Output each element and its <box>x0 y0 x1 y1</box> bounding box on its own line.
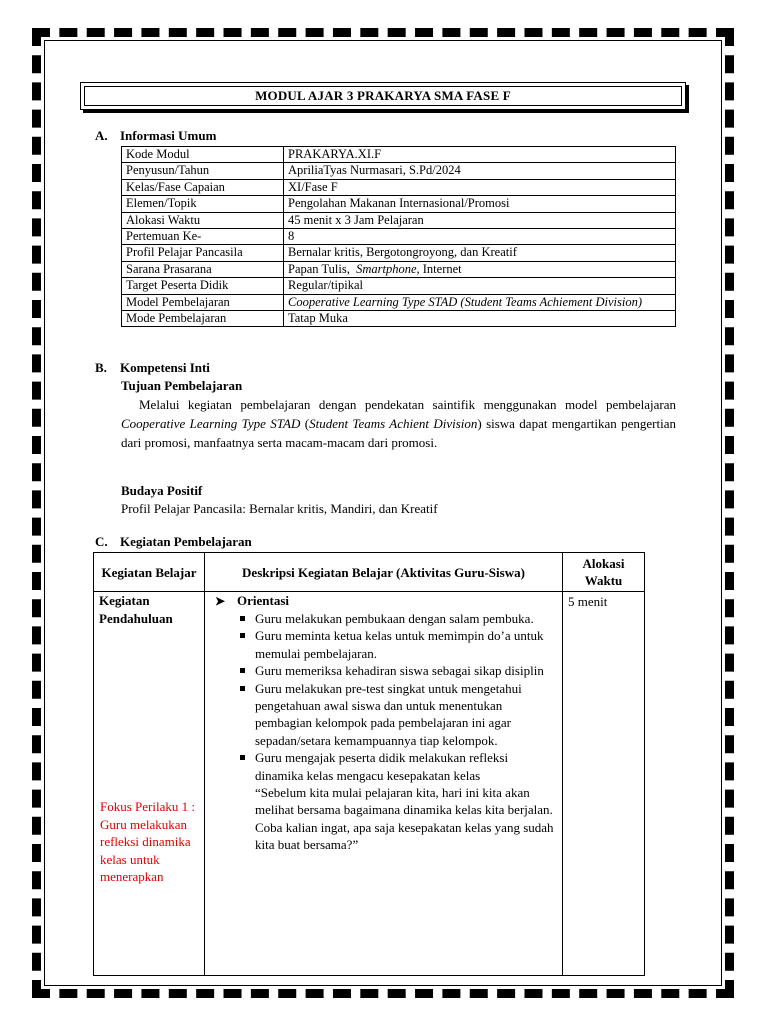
square-bullet-icon <box>240 686 245 691</box>
tujuan-paren-open: ( <box>304 416 310 431</box>
section-b-letter: B. <box>95 360 107 375</box>
budaya-text: Profil Pelajar Pancasila: Bernalar kritis, Mandiri, dan Kreatif <box>121 501 438 516</box>
info-key: Model Pembelajaran <box>122 294 284 310</box>
section-b-title: Kompetensi Inti <box>120 360 210 375</box>
info-value: Pengolahan Makanan Internasional/Promosi <box>284 196 676 212</box>
orientasi-list <box>237 610 556 854</box>
list-item-text: Guru melakukan pembukaan dengan salam pembuka. <box>255 611 534 626</box>
list-item <box>237 610 556 627</box>
header-deskripsi: Deskripsi Kegiatan Belajar (Aktivitas Guru-Siswa) <box>205 553 563 592</box>
info-value: Cooperative Learning Type STAD (Student Teams Achiement Division) <box>284 294 676 310</box>
table-row <box>122 228 676 244</box>
sarana-internet: Internet <box>422 261 462 276</box>
list-item-text: Guru meminta ketua kelas untuk memimpin do’a untuk memulai pembelajaran. <box>255 628 544 661</box>
tujuan-model-name: Cooperative Learning Type STAD <box>121 416 301 431</box>
page-title: MODUL AJAR 3 PRAKARYA SMA FASE F <box>255 88 511 103</box>
waktu-cell: 5 menit <box>563 592 645 976</box>
table-row <box>122 278 676 294</box>
kegiatan-cell <box>94 592 205 976</box>
table-row <box>122 310 676 326</box>
section-a-letter: A. <box>95 128 108 143</box>
square-bullet-icon <box>240 755 245 760</box>
table-row <box>122 261 676 277</box>
info-value: Bernalar kritis, Bergotongroyong, dan Kreatif <box>284 245 676 261</box>
budaya-heading: Budaya Positif <box>121 483 203 498</box>
info-value: 45 menit x 3 Jam Pelajaran <box>284 212 676 228</box>
tujuan-model-full: Student Teams Achient Division <box>309 416 478 431</box>
info-key: Pertemuan Ke- <box>122 228 284 244</box>
section-c-heading <box>95 534 252 550</box>
deskripsi-cell <box>205 592 563 976</box>
info-key: Penyusun/Tahun <box>122 163 284 179</box>
info-key: Mode Pembelajaran <box>122 310 284 326</box>
activity-row <box>94 592 645 976</box>
info-value: 8 <box>284 228 676 244</box>
section-a-title: Informasi Umum <box>120 128 217 143</box>
table-row <box>122 179 676 195</box>
list-item-text: Guru mengajak peserta didik melakukan refleksi dinamika kelas mengacu kesepakatan kelas <box>255 750 509 783</box>
info-value: Regular/tipikal <box>284 278 676 294</box>
list-item <box>237 627 556 662</box>
info-table <box>121 146 676 327</box>
section-c-title: Kegiatan Pembelajaran <box>120 534 252 549</box>
info-value: Tatap Muka <box>284 310 676 326</box>
info-key: Target Peserta Didik <box>122 278 284 294</box>
sarana-smartphone: Smartphone, <box>356 261 420 276</box>
activity-header-row <box>94 553 645 592</box>
list-item-text: Guru memeriksa kehadiran siswa sebagai sikap disiplin <box>255 663 544 679</box>
tujuan-paragraph <box>121 395 676 452</box>
title-box <box>80 82 686 110</box>
info-value <box>284 261 676 277</box>
table-row <box>122 196 676 212</box>
section-c-letter: C. <box>95 534 108 549</box>
table-row <box>122 294 676 310</box>
header-kegiatan: Kegiatan Belajar <box>94 553 205 592</box>
table-row <box>122 147 676 163</box>
orientasi-label: Orientasi <box>237 593 289 608</box>
orientasi-heading <box>215 592 556 610</box>
table-row <box>122 212 676 228</box>
info-value: PRAKARYA.XI.F <box>284 147 676 163</box>
section-a-heading <box>95 128 216 144</box>
activity-table <box>93 552 645 976</box>
info-key: Elemen/Topik <box>122 196 284 212</box>
tujuan-heading: Tujuan Pembelajaran <box>121 378 243 393</box>
tujuan-text-1: Melalui kegiatan pembelajaran dengan pendekatan saintifik menggunakan model pembelajaran <box>139 397 676 412</box>
info-value: ApriliaTyas Nurmasari, S.Pd/2024 <box>284 163 676 179</box>
square-bullet-icon <box>240 616 245 621</box>
list-item <box>237 749 556 853</box>
square-bullet-icon <box>240 633 245 638</box>
arrow-bullet-icon: ➤ <box>215 594 226 608</box>
list-item-text: Guru melakukan pre-test singkat untuk mengetahui pengetahuan awal siswa dan untuk menentukan pembagian kelompok pada pembelajaran ini agar sepadan/setara kemampuannya tiap kelompok. <box>255 680 522 748</box>
info-key: Kode Modul <box>122 147 284 163</box>
table-row <box>122 245 676 261</box>
info-key: Sarana Prasarana <box>122 261 284 277</box>
fokus-perilaku: Fokus Perilaku 1 : Guru melakukan refleksi dinamika kelas untuk menerapkan <box>100 799 195 884</box>
square-bullet-icon <box>240 668 245 673</box>
info-key: Kelas/Fase Capaian <box>122 179 284 195</box>
info-key: Profil Pelajar Pancasila <box>122 245 284 261</box>
section-b-heading <box>95 360 210 376</box>
list-item <box>237 680 556 750</box>
kegiatan-name: Kegiatan Pendahuluan <box>99 593 173 626</box>
header-alokasi: Alokasi Waktu <box>563 553 645 592</box>
info-value: XI/Fase F <box>284 179 676 195</box>
tujuan-text-2: ) siswa dapat mengartikan pengertian dari promosi, manfaatnya serta macam-macam dari promosi. <box>121 416 676 450</box>
sarana-papan: Papan Tulis, <box>288 261 350 276</box>
table-row <box>122 163 676 179</box>
list-item <box>237 662 556 679</box>
info-key: Alokasi Waktu <box>122 212 284 228</box>
teacher-quote: “Sebelum kita mulai pelajaran kita, hari ini kita akan melihat bersama bagaimana dinamika kelas kita berjalan. Coba kalian ingat, apa saja kesepakatan kelas yang sudah kita buat bersama?” <box>255 785 554 853</box>
